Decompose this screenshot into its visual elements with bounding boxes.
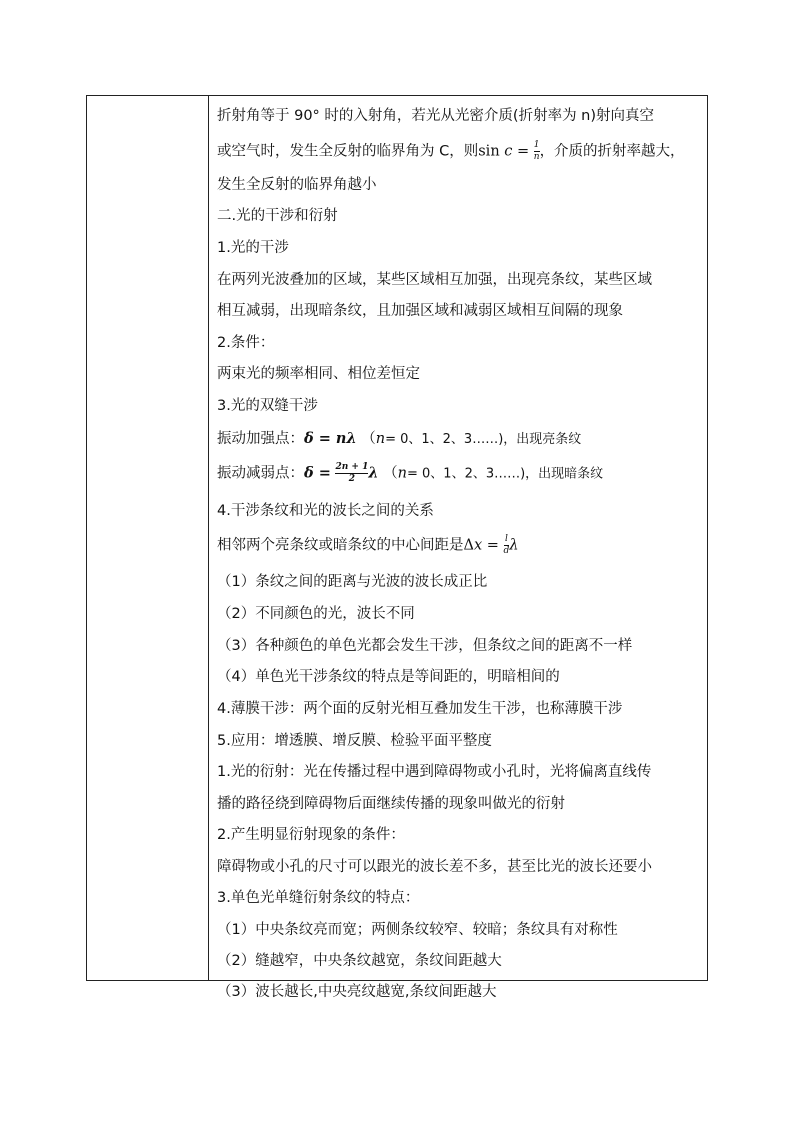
text-line: 折射角等于 90° 时的入射角，若光从光密介质(折射率为 n)射向真空	[217, 108, 655, 124]
text-line: 4.干涉条纹和光的波长之间的关系	[217, 503, 434, 519]
list-item: （4）单色光干涉条纹的特点是等间距的，明暗相间的	[217, 669, 560, 685]
text-line: 1.光的衍射：光在传播过程中遇到障碍物或小孔时，光将偏离直线传	[217, 764, 652, 780]
section-heading: 二.光的干涉和衍射	[217, 208, 338, 224]
text-line: 振动减弱点：δ = $\frac{2n + 1}{2}$ λ （n= 0、1、2、3……)，出现暗条纹	[217, 462, 604, 484]
list-item: （3）波长越长,中央亮纹越宽,条纹间距越大	[217, 984, 497, 1000]
fraction: $\frac{l}{d}$	[503, 534, 510, 556]
text-line: 2.条件：	[217, 335, 275, 351]
content-table	[86, 95, 708, 1000]
text-line: 或空气时，发生全反射的临界角为 C，则sin c = $\frac{1}{n}$ ，介质的折射率越大，	[217, 140, 685, 162]
text-line: 障碍物或小孔的尺寸可以跟光的波长差不多，甚至比光的波长还要小	[217, 859, 652, 875]
text-line: 播的路径绕到障碍物后面继续传播的现象叫做光的衍射	[217, 796, 565, 812]
list-item: （1）中央条纹亮而宽；两侧条纹较窄、较暗；条纹具有对称性	[217, 922, 618, 938]
text-line: 1.光的干涉	[217, 240, 289, 256]
fraction: $\frac{2n + 1}{2}$	[335, 462, 369, 484]
text-line: 3.单色光单缝衍射条纹的特点：	[217, 890, 420, 906]
text-line: 3.光的双缝干涉	[217, 398, 318, 414]
text-line: 在两列光波叠加的区域，某些区域相互加强，出现亮条纹，某些区域	[217, 272, 652, 288]
text-line: 发生全反射的临界角越小	[217, 177, 377, 193]
list-item: （3）各种颜色的单色光都会发生干涉，但条纹之间的距离不一样	[217, 638, 633, 654]
text-line: 2.产生明显衍射现象的条件：	[217, 827, 405, 843]
fraction: $\frac{1}{n}$	[533, 140, 540, 162]
list-item: （2）不同颜色的光，波长不同	[217, 606, 415, 622]
text-line: 4.薄膜干涉：两个面的反射光相互叠加发生干涉，也称薄膜干涉	[217, 701, 623, 717]
text-line: 相邻两个亮条纹或暗条纹的中心间距是Δx = $\frac{l}{d}$ λ	[217, 534, 519, 556]
text-line: 振动加强点：δ = nλ （n= 0、1、2、3……)，出现亮条纹	[217, 430, 582, 447]
text-line: 相互减弱，出现暗条纹，且加强区域和减弱区域相互间隔的现象	[217, 303, 623, 319]
text-line: 5.应用：增透膜、增反膜、检验平面平整度	[217, 733, 492, 749]
text-line: 两束光的频率相同、相位差恒定	[217, 366, 420, 382]
list-item: （1）条纹之间的距离与光波的波长成正比	[217, 574, 488, 590]
list-item: （2）缝越窄，中央条纹越宽，条纹间距越大	[217, 953, 502, 969]
column-divider	[208, 96, 209, 980]
